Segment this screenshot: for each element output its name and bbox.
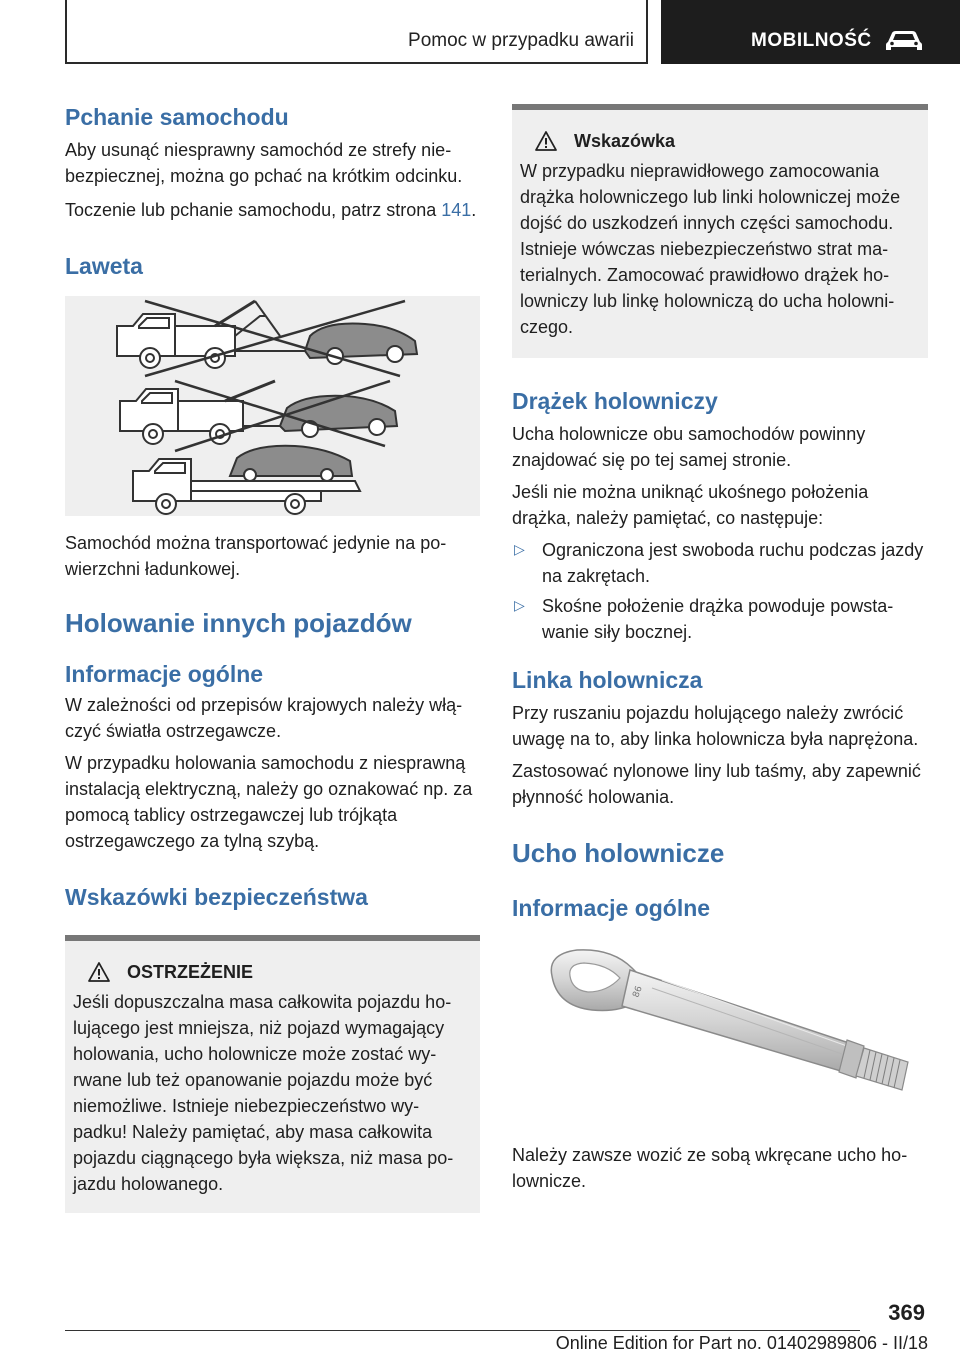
list-item	[512, 537, 928, 589]
warning-box	[65, 935, 480, 1213]
tow-eye-title: Ucho holownicze	[512, 838, 725, 868]
right-column	[512, 104, 928, 1194]
push-ref-end: .	[471, 200, 477, 220]
warning-label: OSTRZEŻENIE	[127, 961, 254, 982]
general-p1: W zależności od przepisów krajowych należy włączyć światła ostrzegawcze.	[65, 695, 463, 741]
bullet-text: Skośne położenie drążka powoduje powstawanie siły bocznej.	[542, 596, 894, 642]
push-ref	[65, 197, 480, 223]
tow-bar-p1: Ucha holownicze obu samochodów powinny znajdować się po tej samej stronie.	[512, 424, 866, 470]
tow-eye-caption: Należy zawsze wozić ze sobą wkręcane ucho holownicze.	[512, 1145, 908, 1191]
note-box	[512, 104, 928, 358]
svg-text:86: 86	[631, 984, 645, 1000]
warning-head	[87, 961, 466, 983]
tow-rope-title: Linka holownicza	[512, 667, 703, 693]
warning-triangle-icon	[87, 961, 111, 983]
tow-eye-illustration	[512, 936, 928, 1136]
list-item	[512, 593, 928, 645]
tow-eye-info-title: Informacje ogólne	[512, 895, 711, 921]
section-label: MOBILNOŚĆ	[751, 30, 872, 51]
section-tab	[661, 0, 960, 64]
triangle-bullet-icon: ▷	[514, 597, 525, 613]
bullet-text: Ograniczona jest swoboda ruchu podczas jazdy na zakrętach.	[542, 540, 924, 586]
general-info-title: Informacje ogólne	[65, 661, 264, 687]
tow-truck-illustration	[65, 296, 480, 516]
tow-bar-p2: Jeśli nie można uniknąć ukośnego położenia drążka, należy pamiętać, co następuje:	[512, 482, 869, 528]
page-header	[0, 0, 960, 66]
note-label: Wskazówka	[574, 130, 676, 151]
note-text: W przypadku nieprawidłowego zamocowania drążka holowniczego lub linki holowniczej może dojść do uszkodzeń innych części samochodu. Istnieje wówczas niebezpieczeństwo strat materialnych. Zamocować prawidłowo drążek holowniczy lub linkę holowniczą do ucha holowniczego.	[520, 161, 901, 337]
chapter-box	[65, 0, 648, 64]
triangle-bullet-icon: ▷	[514, 541, 525, 557]
push-title: Pchanie samochodu	[65, 104, 289, 130]
chapter-title: Pomoc w przypadku awarii	[408, 30, 634, 51]
page-number: 369	[888, 1300, 925, 1325]
safety-title: Wskazówki bezpieczeństwa	[65, 884, 368, 910]
push-text: Aby usunąć niesprawny samochód ze strefy niebezpiecznej, można go pchać na krótkim odcinku.	[65, 140, 463, 186]
tow-eye-drawing	[512, 936, 928, 1136]
towing-others-title: Holowanie innych pojazdów	[65, 608, 412, 638]
footer-divider	[65, 1330, 860, 1331]
tow-rope-p1: Przy ruszaniu pojazdu holującego należy zwrócić uwagę na to, aby linka holownicza była naprężona.	[512, 703, 919, 749]
left-column	[65, 104, 480, 1213]
warning-triangle-icon	[534, 130, 558, 152]
tow-bar-title: Drążek holowniczy	[512, 388, 718, 414]
page-link-141[interactable]: 141	[441, 200, 472, 220]
tow-truck-caption: Samochód można transportować jedynie na powierzchni ładunkowej.	[65, 533, 447, 579]
general-p2: W przypadku holowania samochodu z niesprawną instalacją elektryczną, należy go oznakować np. za pomocą tablicy ostrzegawczej lub trójkąta ostrzegawczego za tylną szybą.	[65, 753, 473, 851]
tow-truck-title: Laweta	[65, 253, 143, 279]
warning-text: Jeśli dopuszczalna masa całkowita pojazdu holującego jest mniejsza, niż pojazd wymagający holowania, ucho holownicze może zostać wyrwane lub też opanowanie pojazdu może być niemożliwe. Istnieje niebezpieczeństwo wypadku! Należy pamiętać, aby masa całkowita pojazdu ciągnącego była większa, niż masa pojazdu holowanego.	[73, 992, 454, 1194]
note-head	[534, 130, 914, 152]
car-icon	[884, 28, 924, 54]
edition-text: Online Edition for Part no. 01402989806 - II/18	[555, 1333, 928, 1353]
tow-rope-p2: Zastosować nylonowe liny lub taśmy, aby zapewnić płynność holowania.	[512, 761, 921, 807]
tow-truck-drawing	[65, 296, 480, 516]
push-ref-text: Toczenie lub pchanie samochodu, patrz strona	[65, 200, 437, 220]
